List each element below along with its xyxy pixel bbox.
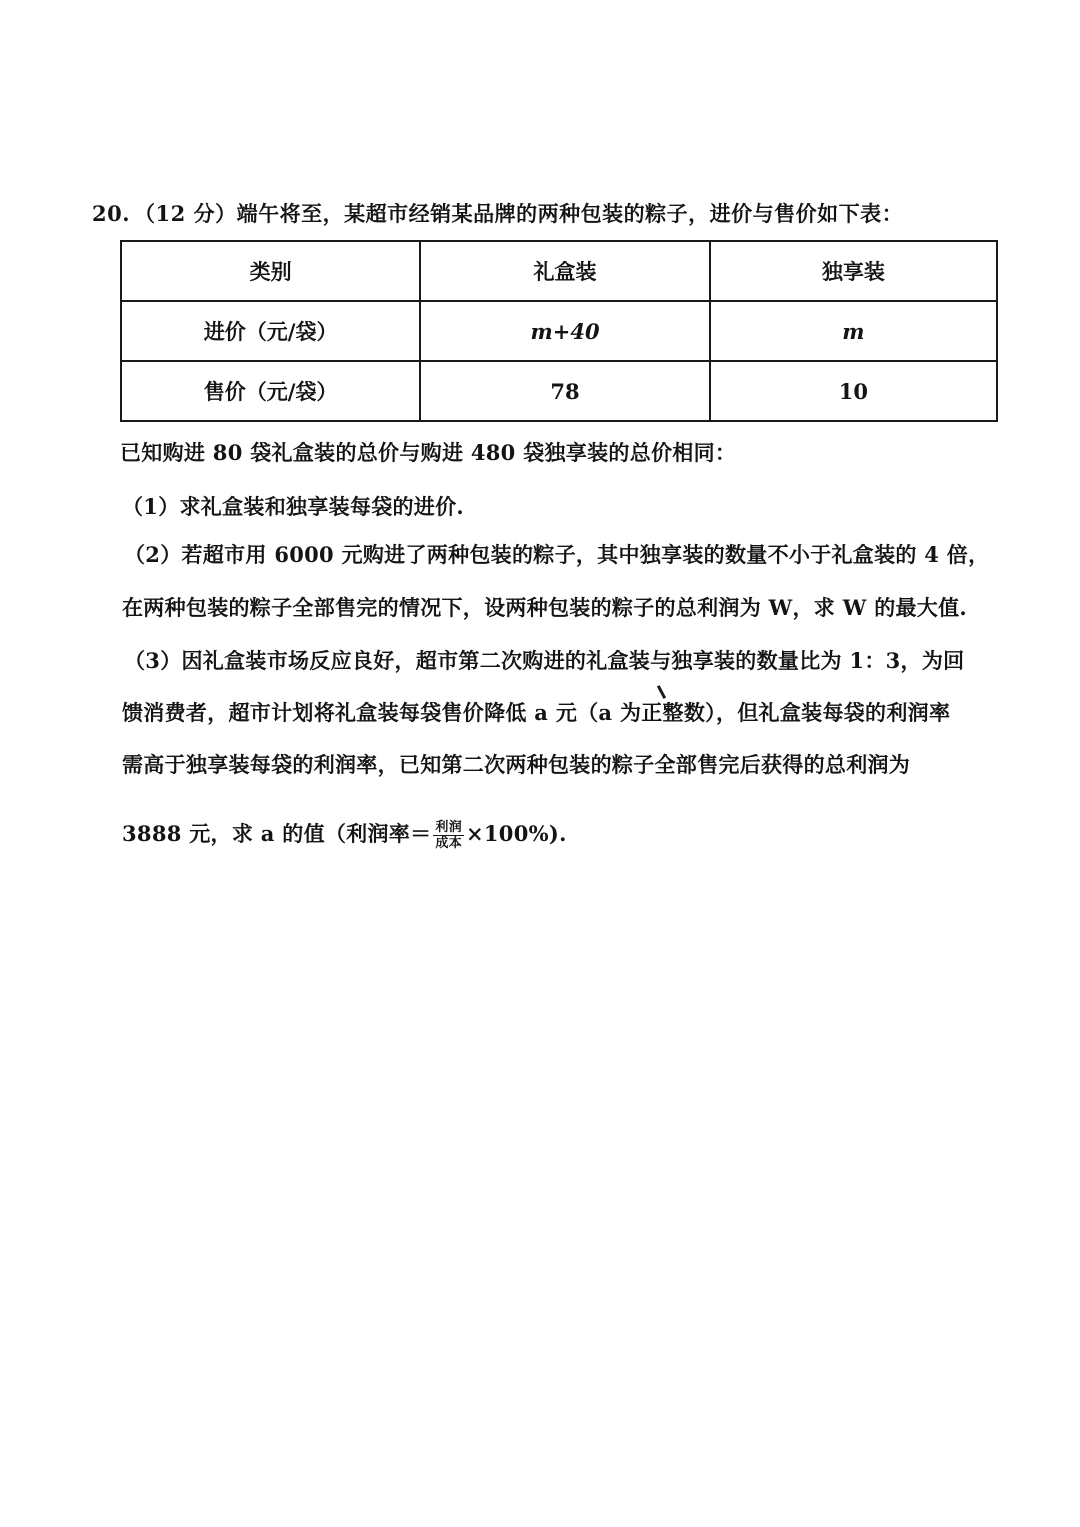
cell-gift-price: 78 [420,361,710,421]
profit-rate-fraction [433,820,464,851]
header-single-pack: 独享装 [710,241,997,301]
part-1: （1）求礼盒装和独享装每袋的进价. [122,494,465,519]
part-3-line-4-pre: 3888 元，求 a 的值（利润率＝ [122,821,432,846]
part-3-line-2: 馈消费者，超市计划将礼盒装每袋售价降低 a 元（a 为正整数），但礼盒装每袋的利润率 [122,700,951,725]
question-number: 20. [92,201,131,226]
fraction-denominator: 成本 [435,836,462,851]
part-2-line-1: （2）若超市用 6000 元购进了两种包装的粽子，其中独享装的数量不小于礼盒装的 4 倍， [124,542,990,567]
price-table [120,240,998,422]
row-label-cost: 进价（元/袋） [121,301,420,361]
question-intro: 端午将至，某超市经销某品牌的两种包装的粽子，进价与售价如下表： [236,201,904,226]
fraction-numerator: 利润 [435,820,462,835]
cell-single-cost: m [710,301,997,361]
part-3-line-4 [122,818,567,851]
header-gift-box: 礼盒装 [420,241,710,301]
part-3-line-4-post: ×100%). [466,821,567,846]
part-3-line-3: 需高于独享装每袋的利润率，已知第二次两种包装的粽子全部售完后获得的总利润为 [122,752,911,777]
header-category: 类别 [121,241,420,301]
table-row [121,361,997,421]
table-header-row [121,241,997,301]
part-3-line-1: （3）因礼盒装市场反应良好，超市第二次购进的礼盒装与独享装的数量比为 1：3，为回 [124,648,965,673]
table-row [121,301,997,361]
given-statement: 已知购进 80 袋礼盒装的总价与购进 480 袋独享装的总价相同： [120,440,737,465]
question-header [92,198,903,228]
question-score: （12 分） [134,201,237,226]
row-label-price: 售价（元/袋） [121,361,420,421]
cell-single-price: 10 [710,361,997,421]
part-2-line-2: 在两种包装的粽子全部售完的情况下，设两种包装的粽子的总利润为 W，求 W 的最大值. [122,595,968,620]
cell-gift-cost: m+40 [420,301,710,361]
